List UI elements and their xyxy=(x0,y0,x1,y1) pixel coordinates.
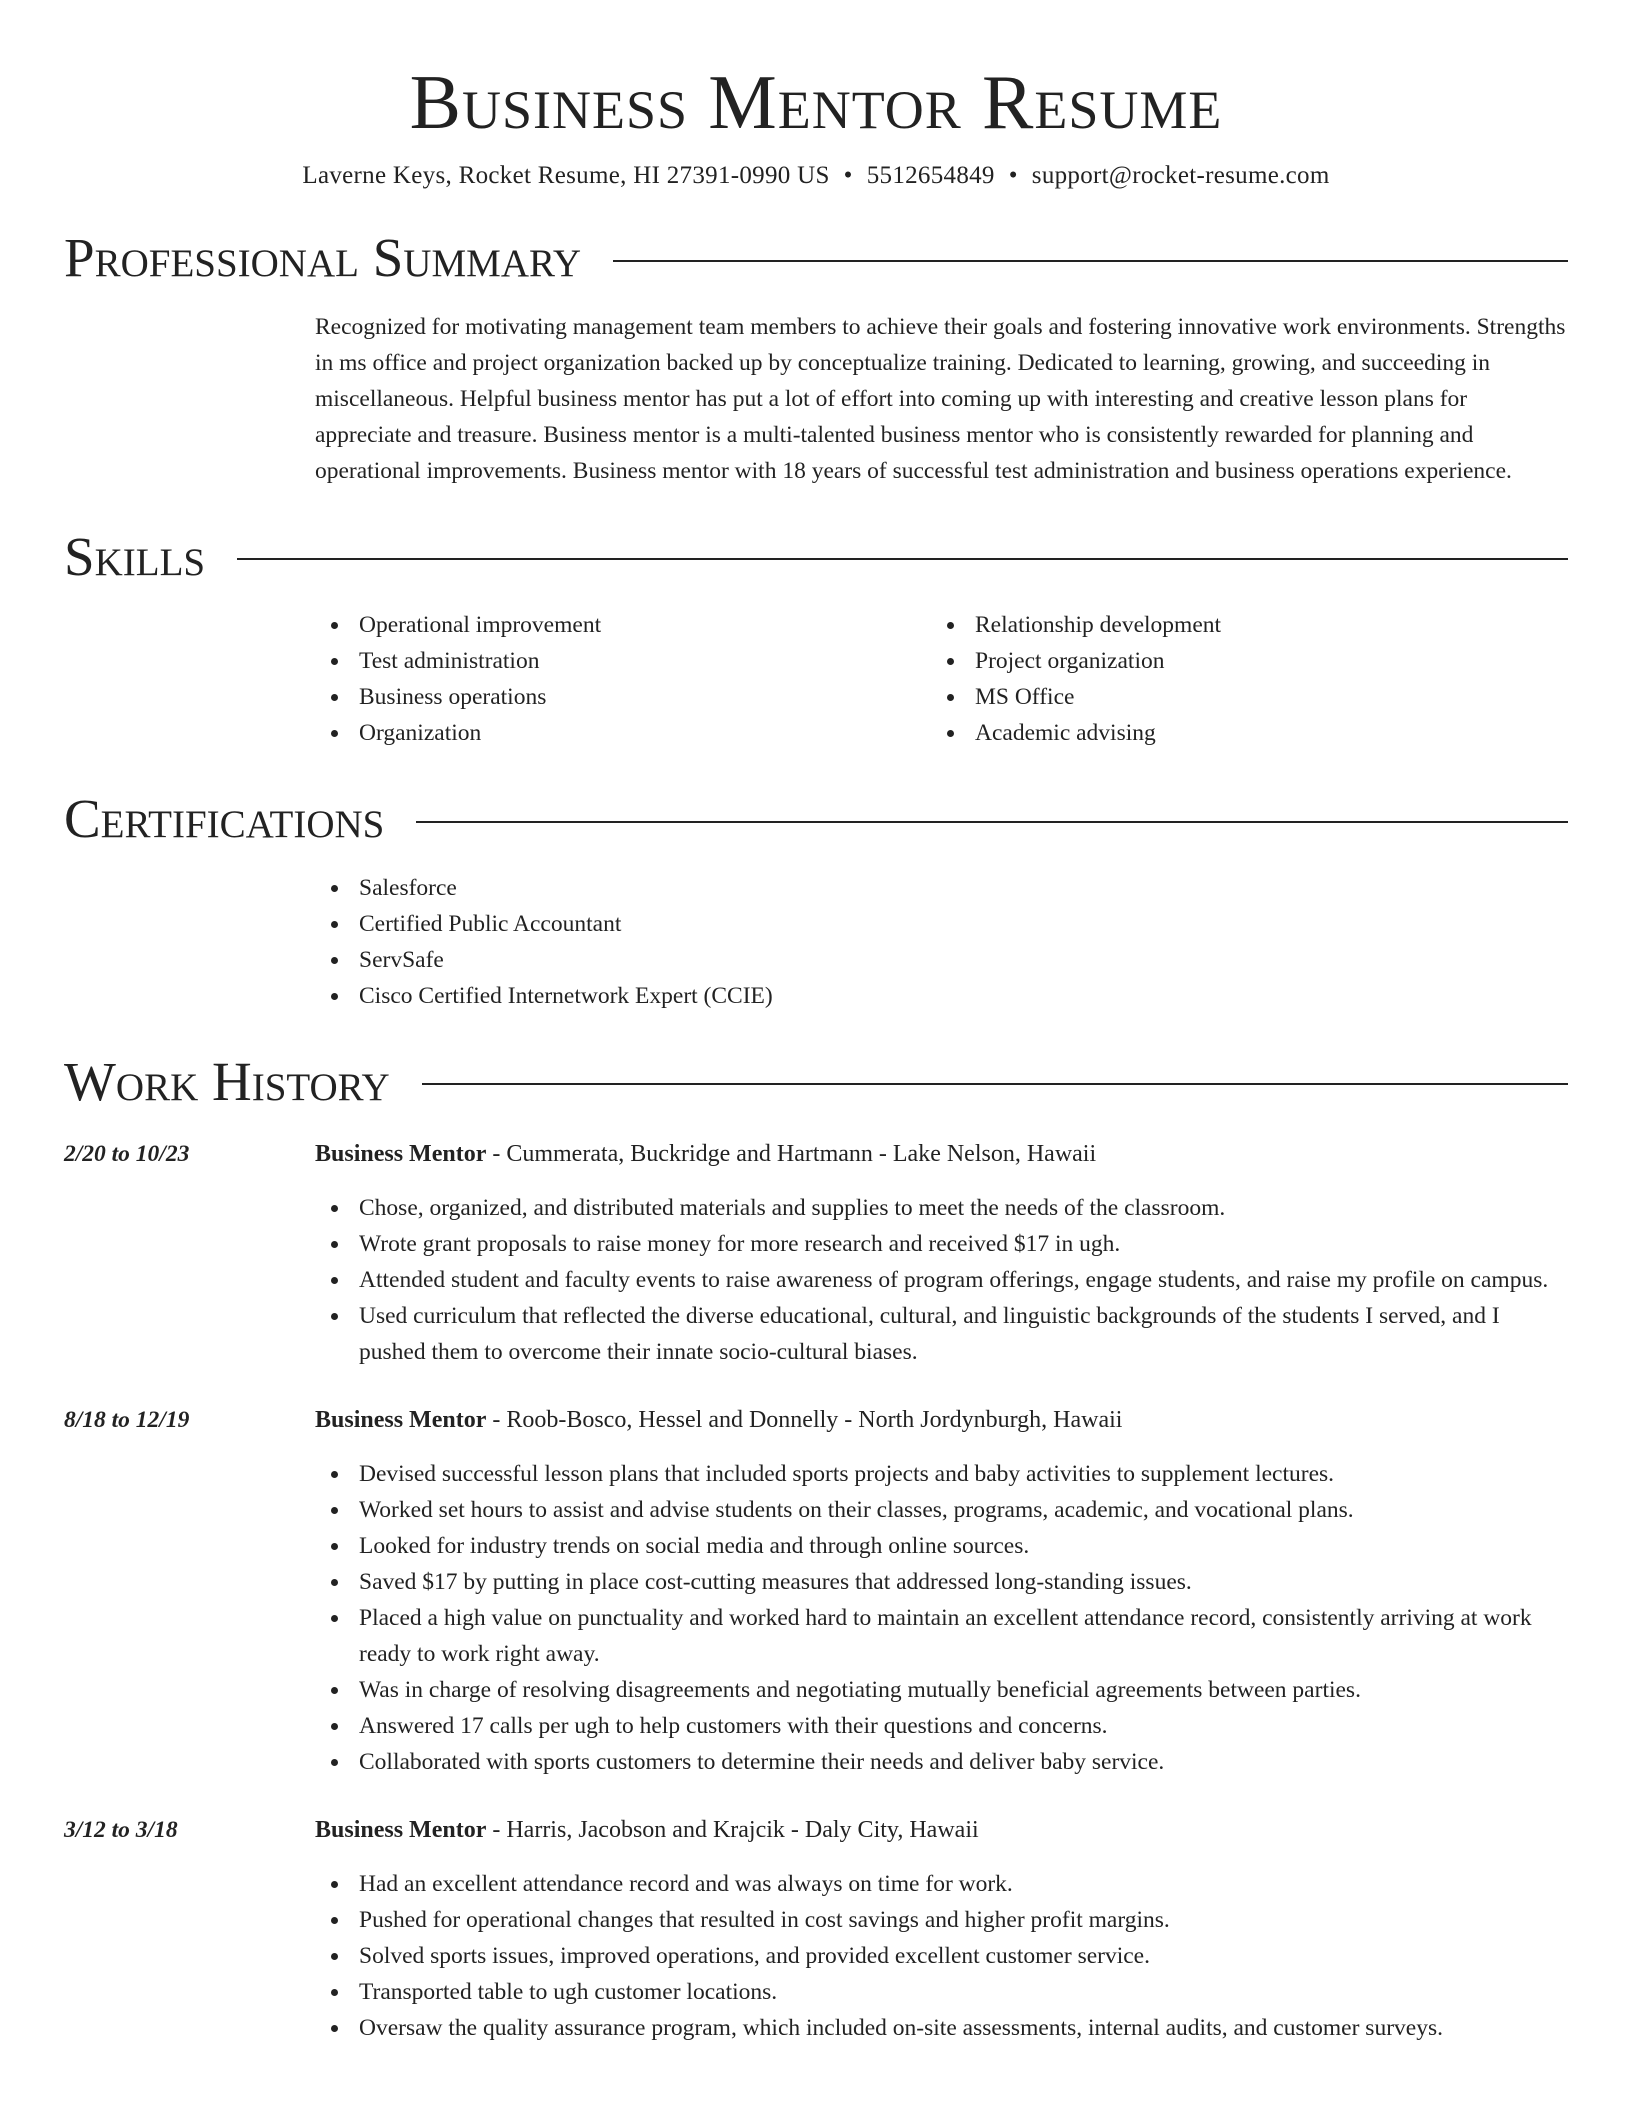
contact-address: Laverne Keys, Rocket Resume, HI 27391-0990 US xyxy=(302,162,830,190)
summary-heading: Professional Summary xyxy=(64,227,582,289)
job-employer-location: - Roob-Bosco, Hessel and Donnelly - North Jordynburgh, Hawaii xyxy=(486,1407,1123,1434)
job-role: Business Mentor xyxy=(315,1407,487,1434)
job-dates: 8/18 to 12/19 xyxy=(64,1407,190,1434)
section-divider xyxy=(416,821,1568,823)
job-entry xyxy=(64,1812,1568,2046)
certification-item: ServSafe xyxy=(315,942,1568,978)
certifications-list xyxy=(315,870,1568,1014)
job-header xyxy=(315,1812,1568,1848)
job-entry xyxy=(64,1136,1568,1370)
certification-item: Certified Public Accountant xyxy=(315,906,1568,942)
certifications-heading: Certifications xyxy=(64,788,385,850)
job-details xyxy=(315,1136,1568,1370)
job-header xyxy=(315,1136,1568,1172)
skill-item: Project organization xyxy=(931,643,1547,679)
work-history-heading: Work History xyxy=(64,1050,390,1112)
job-bullets xyxy=(315,1866,1568,2046)
job-entry xyxy=(64,1402,1568,1780)
job-bullets xyxy=(315,1190,1568,1370)
job-role: Business Mentor xyxy=(315,1817,487,1844)
job-bullet: Solved sports issues, improved operations, and provided excellent customer service. xyxy=(315,1938,1568,1974)
contact-separator: • xyxy=(843,162,853,190)
skills-column-right xyxy=(931,607,1547,751)
job-bullet: Attended student and faculty events to raise awareness of program offerings, engage students, and raise my profile on campus. xyxy=(315,1262,1568,1298)
summary-text: Recognized for motivating management team members to achieve their goals and fostering innovative work environments. Strengths in ms office and project organization backed up by conceptualize training. Dedicated to learning, growing, and succeeding in miscellaneous. Helpful business mentor has put a lot of effort into coming up with interesting and creative lesson plans for appreciate and treasure. Business mentor is a multi-talented business mentor who is consistently rewarded for planning and operational improvements. Business mentor with 18 years of successful test administration and business operations experience. xyxy=(315,313,1566,484)
job-details xyxy=(315,1812,1568,2046)
skills-section-header xyxy=(64,527,1568,588)
summary-section-header xyxy=(64,228,1568,289)
job-dates: 3/12 to 3/18 xyxy=(64,1817,178,1844)
contact-phone: 5512654849 xyxy=(866,162,995,190)
job-bullets xyxy=(315,1456,1568,1780)
certification-item: Cisco Certified Internetwork Expert (CCIE) xyxy=(315,978,1568,1014)
skill-item: Organization xyxy=(315,715,931,751)
work-history-section-header xyxy=(64,1052,1568,1113)
contact-separator: • xyxy=(1008,162,1018,190)
section-divider xyxy=(613,260,1568,262)
job-bullet: Oversaw the quality assurance program, which included on-site assessments, internal audits, and customer surveys. xyxy=(315,2010,1568,2046)
skill-item: Business operations xyxy=(315,679,931,715)
job-bullet: Pushed for operational changes that resulted in cost savings and higher profit margins. xyxy=(315,1902,1568,1938)
job-employer-location: - Harris, Jacobson and Krajcik - Daly City, Hawaii xyxy=(486,1817,979,1844)
contact-email: support@rocket-resume.com xyxy=(1031,162,1330,190)
job-header xyxy=(315,1402,1568,1438)
job-bullet: Worked set hours to assist and advise students on their classes, programs, academic, and vocational plans. xyxy=(315,1492,1568,1528)
skills-column-left xyxy=(315,607,931,751)
section-divider xyxy=(237,558,1568,560)
contact-line xyxy=(64,162,1568,190)
job-bullet: Saved $17 by putting in place cost-cutting measures that addressed long-standing issues. xyxy=(315,1564,1568,1600)
job-bullet: Chose, organized, and distributed materials and supplies to meet the needs of the classroom. xyxy=(315,1190,1568,1226)
job-bullet: Wrote grant proposals to raise money for more research and received $17 in ugh. xyxy=(315,1226,1568,1262)
job-role: Business Mentor xyxy=(315,1141,487,1168)
job-dates: 2/20 to 10/23 xyxy=(64,1141,190,1168)
job-details xyxy=(315,1402,1568,1780)
skills-heading: Skills xyxy=(64,525,206,587)
job-bullet: Looked for industry trends on social media and through online sources. xyxy=(315,1528,1568,1564)
job-employer-location: - Cummerata, Buckridge and Hartmann - Lake Nelson, Hawaii xyxy=(486,1141,1097,1168)
skill-item: Relationship development xyxy=(931,607,1547,643)
skill-item: Academic advising xyxy=(931,715,1547,751)
job-bullet: Placed a high value on punctuality and worked hard to maintain an excellent attendance record, consistently arriving at work ready to work right away. xyxy=(315,1600,1568,1672)
job-bullet: Had an excellent attendance record and was always on time for work. xyxy=(315,1866,1568,1902)
skills-list xyxy=(315,607,1568,751)
job-bullet: Used curriculum that reflected the diverse educational, cultural, and linguistic backgrounds of the students I served, and I pushed them to overcome their innate socio-cultural biases. xyxy=(315,1298,1568,1370)
skill-item: Operational improvement xyxy=(315,607,931,643)
skill-item: MS Office xyxy=(931,679,1547,715)
section-divider xyxy=(422,1083,1568,1085)
resume-title: Business Mentor Resume xyxy=(409,59,1223,145)
job-bullet: Was in charge of resolving disagreements and negotiating mutually beneficial agreements between parties. xyxy=(315,1672,1568,1708)
job-bullet: Collaborated with sports customers to determine their needs and deliver baby service. xyxy=(315,1744,1568,1780)
job-bullet: Devised successful lesson plans that included sports projects and baby activities to supplement lectures. xyxy=(315,1456,1568,1492)
certifications-section-header xyxy=(64,789,1568,850)
job-bullet: Transported table to ugh customer locations. xyxy=(315,1974,1568,2010)
certification-item: Salesforce xyxy=(315,870,1568,906)
job-bullet: Answered 17 calls per ugh to help customers with their questions and concerns. xyxy=(315,1708,1568,1744)
skill-item: Test administration xyxy=(315,643,931,679)
